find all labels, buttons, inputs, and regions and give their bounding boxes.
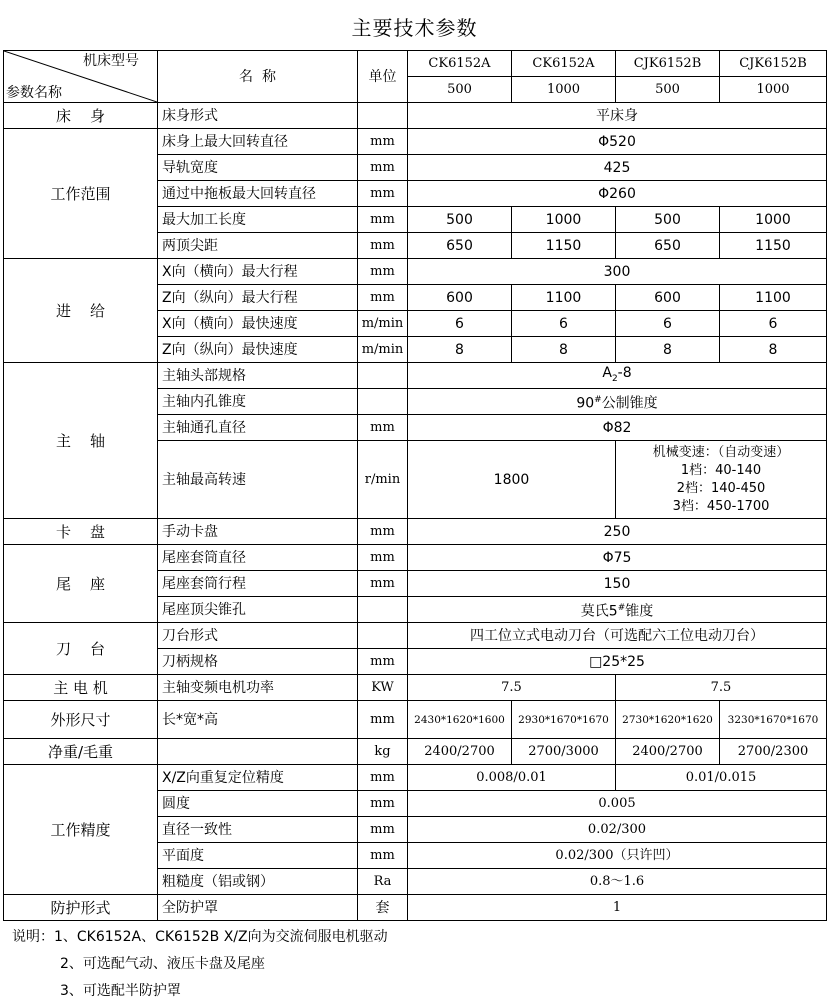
- param-unit: [358, 597, 408, 623]
- param-value: 0.02/300: [408, 817, 827, 843]
- value-tail: -8: [617, 364, 632, 381]
- param-unit: mm: [358, 817, 408, 843]
- param-name: Z向（纵向）最大行程: [158, 285, 358, 311]
- category-motor: 主 电 机: [4, 675, 158, 701]
- category-precision: 工作精度: [4, 765, 158, 895]
- param-value: 6: [616, 311, 720, 337]
- param-name: 尾座套筒行程: [158, 571, 358, 597]
- param-value: 3230*1670*1670: [720, 701, 827, 739]
- param-unit: Ra: [358, 869, 408, 895]
- category-tool: 刀 台: [4, 623, 158, 675]
- param-value: 650: [408, 233, 512, 259]
- param-name: 刀台形式: [158, 623, 358, 649]
- param-value: 2430*1620*1600: [408, 701, 512, 739]
- category-chuck: 卡 盘: [4, 519, 158, 545]
- model-header: CK6152A: [408, 51, 512, 77]
- param-value: 0.008/0.01: [408, 765, 616, 791]
- param-name: Z向（纵向）最快速度: [158, 337, 358, 363]
- unit-header: 单位: [358, 51, 408, 103]
- length-header: 1000: [720, 77, 827, 103]
- length-header: 1000: [512, 77, 616, 103]
- param-value: 1000: [720, 207, 827, 233]
- param-name: 平面度: [158, 843, 358, 869]
- param-value: 8: [512, 337, 616, 363]
- table-row: [4, 545, 827, 571]
- param-unit: mm: [358, 701, 408, 739]
- value-superscript: #: [594, 394, 602, 405]
- value-pre: 90: [576, 395, 595, 412]
- table-row: [4, 623, 827, 649]
- param-value: 2400/2700: [408, 739, 512, 765]
- param-name: 主轴内孔锥度: [158, 389, 358, 415]
- param-name: 粗糙度（铝或钢）: [158, 869, 358, 895]
- model-header: CJK6152B: [720, 51, 827, 77]
- param-value: 1000: [512, 207, 616, 233]
- param-name: X向（横向）最大行程: [158, 259, 358, 285]
- gear-speeds: [616, 441, 827, 519]
- param-value: 2930*1670*1670: [512, 701, 616, 739]
- param-value: 250: [408, 519, 827, 545]
- param-unit: mm: [358, 129, 408, 155]
- param-value: 0.8～1.6: [408, 869, 827, 895]
- param-value: 1100: [512, 285, 616, 311]
- param-value: 500: [616, 207, 720, 233]
- param-name: 尾座顶尖锥孔: [158, 597, 358, 623]
- param-unit: r/min: [358, 441, 408, 519]
- param-unit: [358, 363, 408, 389]
- note-line: 说明：1、CK6152A、CK6152B X/Z向为交流伺服电机驱动: [12, 929, 388, 945]
- param-unit: [358, 623, 408, 649]
- param-value: [408, 597, 827, 623]
- param-unit: kg: [358, 739, 408, 765]
- param-value: 7.5: [616, 675, 827, 701]
- param-value: 1800: [408, 441, 616, 519]
- param-value: 0.005: [408, 791, 827, 817]
- param-unit: mm: [358, 207, 408, 233]
- param-value: 600: [616, 285, 720, 311]
- param-unit: 套: [358, 895, 408, 921]
- param-name: 手动卡盘: [158, 519, 358, 545]
- param-value: 1: [408, 895, 827, 921]
- param-value: 0.02/300（只许凹）: [408, 843, 827, 869]
- page-title: 主要技术参数: [351, 16, 478, 40]
- param-value: 6: [408, 311, 512, 337]
- param-value: Φ82: [408, 415, 827, 441]
- param-name: 尾座套筒直径: [158, 545, 358, 571]
- notes: [12, 924, 388, 1005]
- param-value: [408, 363, 827, 389]
- diagonal-header-cell: [4, 51, 158, 103]
- param-value: 6: [720, 311, 827, 337]
- category-spindle: 主 轴: [4, 363, 158, 519]
- param-unit: m/min: [358, 311, 408, 337]
- param-name: 圆度: [158, 791, 358, 817]
- param-value: 300: [408, 259, 827, 285]
- model-header: CK6152A: [512, 51, 616, 77]
- table-row: [4, 675, 827, 701]
- value-subscript: 2: [611, 373, 618, 384]
- param-value: 425: [408, 155, 827, 181]
- table-row: [4, 103, 827, 129]
- gear-title: 机械变速：（自动变速）: [652, 444, 790, 460]
- param-value: 1150: [720, 233, 827, 259]
- table-row: [4, 765, 827, 791]
- value-post: 公制锥度: [601, 395, 658, 412]
- gear-item: 3档：450-1700: [672, 498, 770, 514]
- param-unit: mm: [358, 519, 408, 545]
- param-unit: mm: [358, 649, 408, 675]
- param-value: 8: [616, 337, 720, 363]
- param-value: 8: [720, 337, 827, 363]
- table-row: [4, 739, 827, 765]
- param-value: 四工位立式电动刀台（可选配六工位电动刀台）: [408, 623, 827, 649]
- header-row-models: [4, 51, 827, 77]
- param-value: 150: [408, 571, 827, 597]
- param-name: 全防护罩: [158, 895, 358, 921]
- table-row: [4, 363, 827, 389]
- param-name: 长*宽*高: [158, 701, 358, 739]
- table-row: [4, 259, 827, 285]
- param-label: 参数名称: [6, 85, 62, 101]
- param-value: 1150: [512, 233, 616, 259]
- param-unit: mm: [358, 415, 408, 441]
- param-name: 通过中拖板最大回转直径: [158, 181, 358, 207]
- value-pre: 莫氏5: [580, 603, 618, 620]
- param-name: 床身形式: [158, 103, 358, 129]
- param-value: 0.01/0.015: [616, 765, 827, 791]
- param-value: 8: [408, 337, 512, 363]
- gear-item: 2档：140-450: [676, 480, 766, 496]
- param-unit: mm: [358, 791, 408, 817]
- param-unit: mm: [358, 233, 408, 259]
- length-header: 500: [616, 77, 720, 103]
- param-name: 刀柄规格: [158, 649, 358, 675]
- param-value: 650: [616, 233, 720, 259]
- param-name: X/Z向重复定位精度: [158, 765, 358, 791]
- table-row: [4, 895, 827, 921]
- note-line: 2、可选配气动、液压卡盘及尾座: [60, 956, 265, 972]
- value-main: A: [602, 364, 612, 381]
- param-value: 6: [512, 311, 616, 337]
- param-name: 主轴通孔直径: [158, 415, 358, 441]
- param-unit: KW: [358, 675, 408, 701]
- note-line: 3、可选配半防护罩: [60, 983, 181, 999]
- param-value: 2700/3000: [512, 739, 616, 765]
- param-name: [158, 739, 358, 765]
- param-value: Φ520: [408, 129, 827, 155]
- param-value: 500: [408, 207, 512, 233]
- model-label: 机床型号: [83, 53, 139, 69]
- param-name: 直径一致性: [158, 817, 358, 843]
- param-name: 两顶尖距: [158, 233, 358, 259]
- param-name: 最大加工长度: [158, 207, 358, 233]
- category-weight: 净重/毛重: [4, 739, 158, 765]
- param-name: 床身上最大回转直径: [158, 129, 358, 155]
- param-value: 2730*1620*1620: [616, 701, 720, 739]
- param-name: 主轴变频电机功率: [158, 675, 358, 701]
- category-bed: 床 身: [4, 103, 158, 129]
- category-range: 工作范围: [4, 129, 158, 259]
- category-guard: 防护形式: [4, 895, 158, 921]
- model-header: CJK6152B: [616, 51, 720, 77]
- table-row: [4, 129, 827, 155]
- category-tail: 尾 座: [4, 545, 158, 623]
- param-value: 2700/2300: [720, 739, 827, 765]
- gear-item: 1档：40-140: [680, 462, 762, 478]
- length-header: 500: [408, 77, 512, 103]
- param-value: Φ75: [408, 545, 827, 571]
- value-superscript: #: [617, 602, 626, 613]
- param-value: 2400/2700: [616, 739, 720, 765]
- param-unit: mm: [358, 571, 408, 597]
- table-row: [4, 701, 827, 739]
- name-header: 名 称: [158, 51, 358, 103]
- param-name: X向（横向）最快速度: [158, 311, 358, 337]
- table-row: [4, 519, 827, 545]
- param-unit: [358, 103, 408, 129]
- param-value: 平床身: [408, 103, 827, 129]
- param-value: □25*25: [408, 649, 827, 675]
- param-value: 1100: [720, 285, 827, 311]
- param-unit: [358, 389, 408, 415]
- param-unit: m/min: [358, 337, 408, 363]
- param-unit: mm: [358, 843, 408, 869]
- param-name: 主轴最高转速: [158, 441, 358, 519]
- param-unit: mm: [358, 765, 408, 791]
- param-unit: mm: [358, 545, 408, 571]
- category-feed: 进 给: [4, 259, 158, 363]
- param-unit: mm: [358, 259, 408, 285]
- param-value: [408, 389, 827, 415]
- param-unit: mm: [358, 155, 408, 181]
- param-unit: mm: [358, 181, 408, 207]
- param-value: 600: [408, 285, 512, 311]
- param-value: 7.5: [408, 675, 616, 701]
- param-unit: mm: [358, 285, 408, 311]
- value-post: 锥度: [625, 603, 654, 620]
- category-dims: 外形尺寸: [4, 701, 158, 739]
- param-value: Φ260: [408, 181, 827, 207]
- param-name: 导轨宽度: [158, 155, 358, 181]
- spec-table: [3, 50, 827, 921]
- param-name: 主轴头部规格: [158, 363, 358, 389]
